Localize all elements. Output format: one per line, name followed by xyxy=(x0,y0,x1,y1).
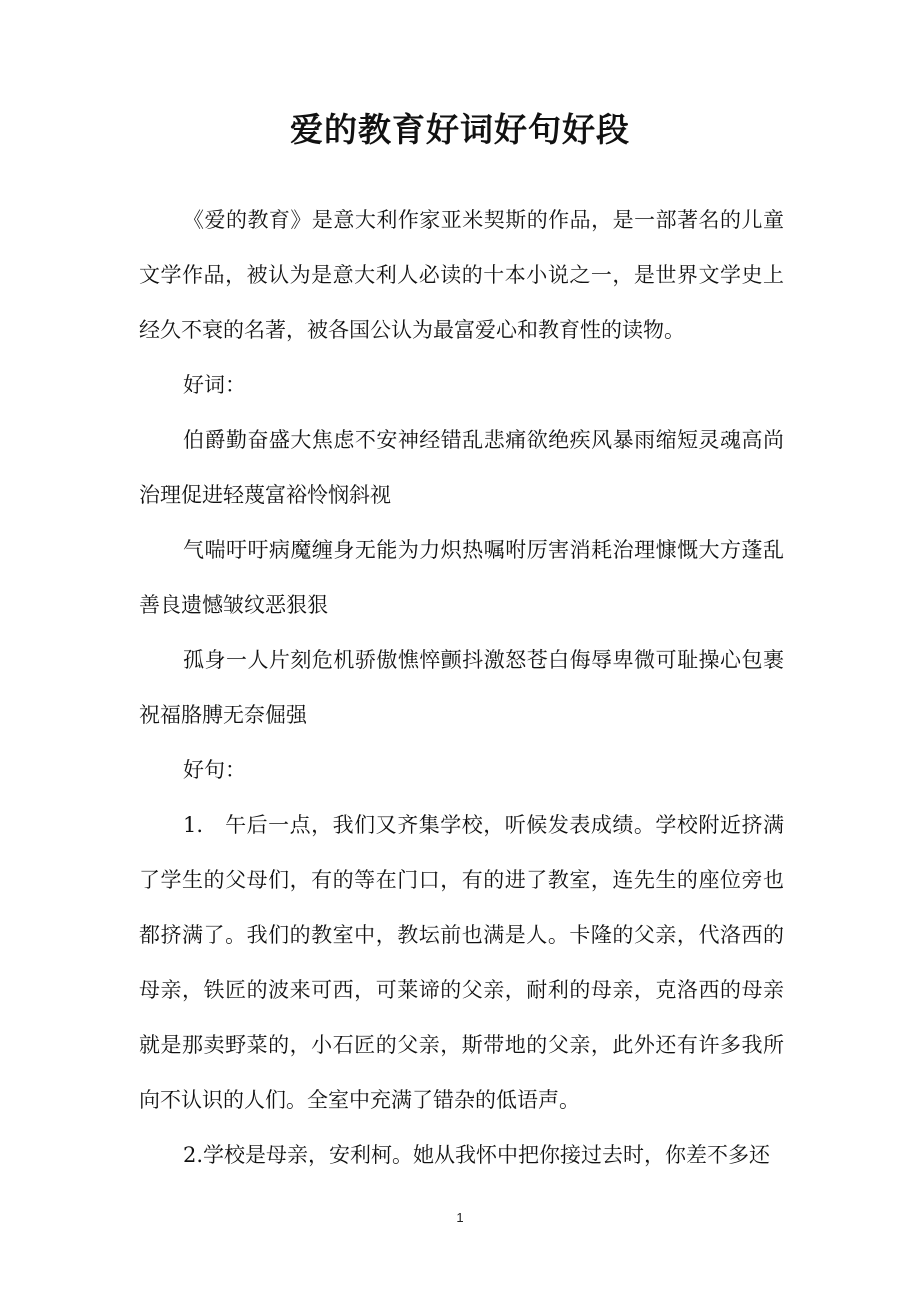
good-sentences-heading: 好句： xyxy=(183,758,246,782)
good-words-list-1: 伯爵勤奋盛大焦虑不安神经错乱悲痛欲绝疾风暴雨缩短灵魂高尚治理促进轻蔑富裕怜悯斜视 xyxy=(139,428,784,507)
document-body xyxy=(139,193,784,1183)
good-words-list-2: 气喘吁吁病魔缠身无能为力炽热嘱咐厉害消耗治理慷慨大方蓬乱善良遗憾皱纹恶狠狠 xyxy=(139,538,784,617)
good-sentence-1: 1. 午后一点，我们又齐集学校，听候发表成绩。学校附近挤满了学生的父母们，有的等在门口，有的进了教室，连先生的座位旁也都挤满了。我们的教室中，教坛前也满是人。卡隆的父亲，代洛西的母亲，铁匠的波来可西，可莱谛的父亲，耐利的母亲，克洛西的母亲就是那卖野菜的，小石匠的父亲，斯带地的父亲，此外还有许多我所向不认识的人们。全室中充满了错杂的低语声。 xyxy=(139,813,784,1112)
good-sentence-2: 2.学校是母亲，安利柯。她从我怀中把你接过去时，你差不多还 xyxy=(183,1143,771,1167)
good-words-list-3: 孤身一人片刻危机骄傲憔悴颤抖激怒苍白侮辱卑微可耻操心包裹祝福胳膊无奈倔强 xyxy=(139,648,784,727)
page-number: 1 xyxy=(456,1210,464,1225)
intro-paragraph: 《爱的教育》是意大利作家亚米契斯的作品，是一部著名的儿童文学作品，被认为是意大利人必读的十本小说之一，是世界文学史上经久不衰的名著，被各国公认为最富爱心和教育性的读物。 xyxy=(139,208,784,342)
good-words-heading: 好词： xyxy=(183,373,246,397)
document-title: 爱的教育好词好句好段 xyxy=(290,110,630,149)
